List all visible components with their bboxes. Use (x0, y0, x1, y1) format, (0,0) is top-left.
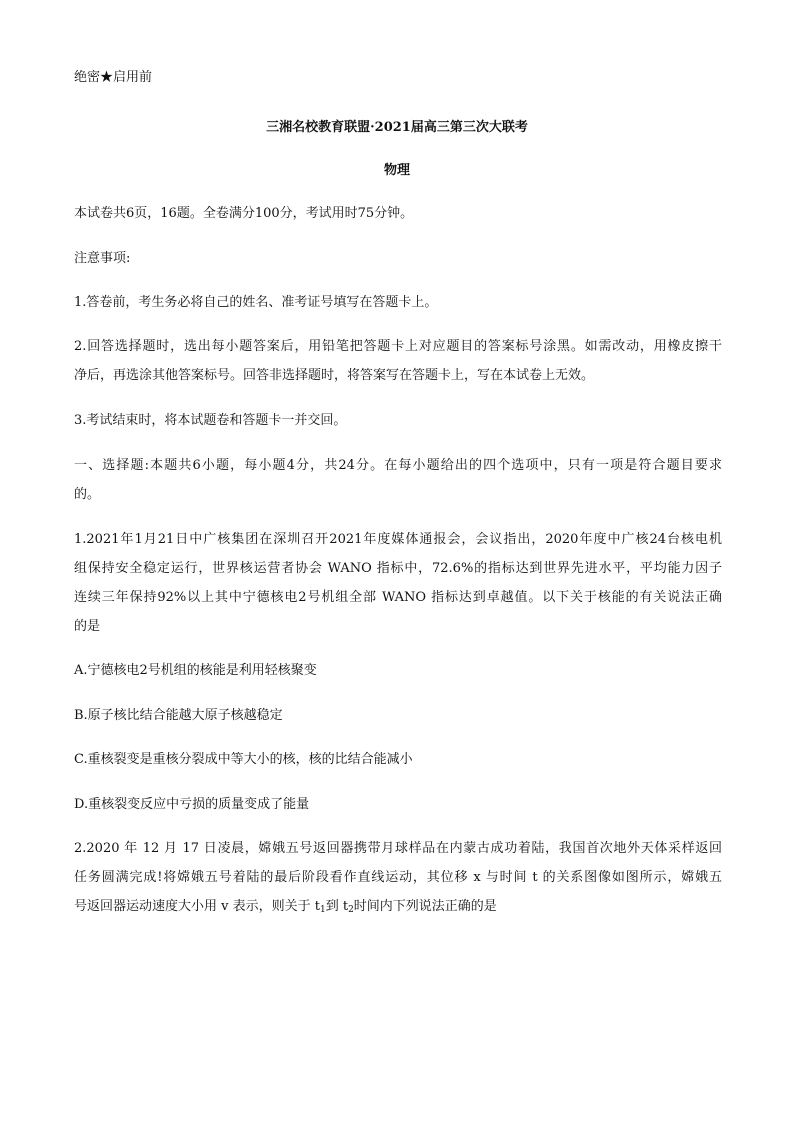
subscript-2: 2 (348, 905, 354, 915)
question-2-line-2: 任务圆满完成!将嫦娥五号着陆的最后阶段看作直线运动，其位移 x 与时间 t 的关系图像如图所示，嫦娥五 (74, 870, 722, 885)
question-1-line-4: 的是 (74, 619, 101, 634)
question-2-line-3-part-a: 号返回器运动速度大小用 v 表示，则关于 t (74, 899, 320, 914)
question-2-line-3 (74, 895, 722, 914)
section-1-line-2: 的。 (74, 487, 101, 502)
question-1-option-a: A.宁德核电2号机组的核能是利用轻核聚变 (74, 663, 317, 678)
question-1-option-b: B.原子核比结合能越大原子核越稳定 (74, 708, 283, 723)
exam-summary: 本试卷共6页，16题。全卷满分100分，考试用时75分钟。 (74, 206, 414, 221)
question-2-line-1: 2.2020 年 12 月 17 日凌晨，嫦娥五号返回器携带月球样品在内蒙古成功着陆，我国首次地外天体采样返回 (74, 841, 722, 856)
question-2-line-3-part-b: 到 t (325, 899, 349, 914)
note-1: 1.答卷前，考生务必将自己的姓名、准考证号填写在答题卡上。 (74, 295, 438, 310)
notes-title: 注意事项: (74, 251, 131, 266)
note-3: 3.考试结束时，将本试题卷和答题卡一并交回。 (74, 413, 347, 428)
note-2-line-2: 净后，再选涂其他答案标号。回答非选择题时，将答案写在答题卡上，写在本试卷上无效。 (74, 368, 595, 383)
subject-title: 物理 (383, 163, 410, 178)
exam-title: 三湘名校教育联盟·2021届高三第三次大联考 (266, 120, 528, 135)
confidential-label: 绝密★启用前 (74, 70, 153, 85)
subscript-1: 1 (319, 905, 326, 915)
note-2-line-1: 2.回答选择题时，选出每小题答案后，用铅笔把答题卡上对应题目的答案标号涂黑。如需改动，用橡皮擦干 (74, 339, 722, 354)
question-1-line-2: 组保持安全稳定运行，世界核运营者协会 WANO 指标中，72.6%的指标达到世界先进水平，平均能力因子 (74, 561, 722, 576)
question-1-line-1: 1.2021年1月21日中广核集团在深圳召开2021年度媒体通报会，会议指出，2020年度中广核24台核电机 (74, 532, 722, 547)
section-1-line-1: 一、选择题:本题共6小题，每小题4分，共24分。在每小题给出的四个选项中，只有一项是符合题目要求 (74, 458, 722, 473)
question-1-option-c: C.重核裂变是重核分裂成中等大小的核，核的比结合能减小 (74, 752, 413, 767)
question-1-option-d: D.重核裂变反应中亏损的质量变成了能量 (74, 797, 310, 812)
question-2-line-3-part-c: 时间内下列说法正确的是 (353, 899, 497, 914)
question-1-line-3: 连续三年保持92%以上其中宁德核电2号机组全部 WANO 指标达到卓越值。以下关于核能的有关说法正确 (74, 590, 722, 605)
